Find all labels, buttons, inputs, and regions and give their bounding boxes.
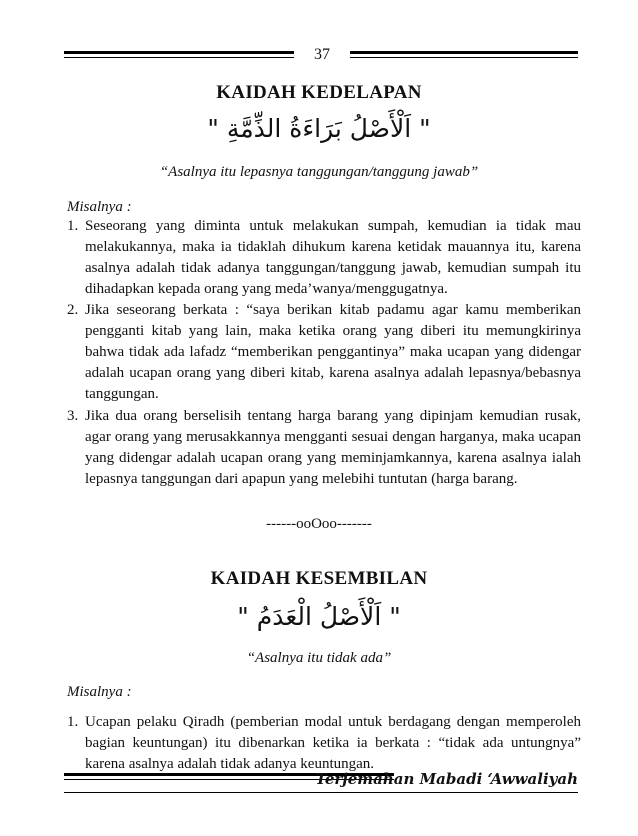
- section1-item-1: [67, 216, 581, 300]
- header-rule-left-thin: [64, 57, 294, 58]
- item-text: Jika seseorang berkata : “saya berikan kitab padamu agar kamu memberikan pengganti kitab yang lain, maka ketika orang yang diberi itu memungkirinya bahwa tidak ada lafadz “memberikan penggantinya” maka ucapan yang didengar adalah ucapan orang yang diberi kitab, karena asalnya adalah lepasnya/bebasnya tanggungan.: [85, 302, 581, 402]
- section-separator: ------ooOoo-------: [266, 516, 372, 532]
- footer-book-title: Terjemahan Mabadi ‘Awwaliyah: [315, 770, 578, 788]
- item-number: 1.: [67, 218, 79, 234]
- item-number: 1.: [67, 714, 79, 730]
- section1-translation: “Asalnya itu lepasnya tanggungan/tanggung jawab”: [159, 164, 479, 180]
- item-number: 3.: [67, 408, 79, 424]
- section2-example-label: Misalnya :: [67, 684, 132, 700]
- item-text: Jika dua orang berselisih tentang harga barang yang dipinjam kemudian rusak, agar orang yang merusakkannya mengganti sesuai dengan harganya, maka ucapan yang didengar adalah ucapan orang yang meminjamkannya, karena asalnya ialah lepasnya tanggungan dari apapun yang melebihi tuntutan (harga barang.: [85, 408, 581, 487]
- page-header: [64, 44, 578, 70]
- item-text: Ucapan pelaku Qiradh (pemberian modal untuk berdagang dengan memperoleh bagian keuntungan) itu dibenarkan ketika ia berkata : “tidak ada untungnya” karena asalnya adalah tidak adanya keuntungan.: [85, 714, 581, 772]
- section1-example-label: Misalnya :: [67, 199, 132, 215]
- section2-translation: “Asalnya itu tidak ada”: [246, 650, 392, 666]
- page-footer: [64, 770, 578, 796]
- section2-arabic: " اَلْأَصْلُ الْعَدَمُ ": [237, 602, 401, 631]
- item-number: 2.: [67, 302, 79, 318]
- section1-item-2: [67, 300, 581, 405]
- section1-title: KAIDAH KEDELAPAN: [216, 82, 422, 103]
- footer-rule-bottom: [64, 792, 578, 793]
- header-rule-right-thick: [350, 51, 578, 54]
- section1-item-3: [67, 406, 581, 490]
- section2-title: KAIDAH KESEMBILAN: [210, 568, 428, 589]
- section1-arabic: " اَلْأَصْلُ بَرَاءَةُ الذِّمَّةِ ": [207, 114, 431, 143]
- header-rule-left-thick: [64, 51, 294, 54]
- page-number: 37: [314, 46, 330, 63]
- section2-item-1: [67, 712, 581, 775]
- item-text: Seseorang yang diminta untuk melakukan sumpah, kemudian ia tidak mau melakukannya, maka ia tidaklah dihukum karena ketidak mauannya itu, karena asalnya adalah tidak adanya tanggungan/tanggung jawab, kemudian sumpah itu dihadapkan kepada orang yang meda’wanya/menggugatnya.: [85, 218, 581, 297]
- header-rule-right-thin: [350, 57, 578, 58]
